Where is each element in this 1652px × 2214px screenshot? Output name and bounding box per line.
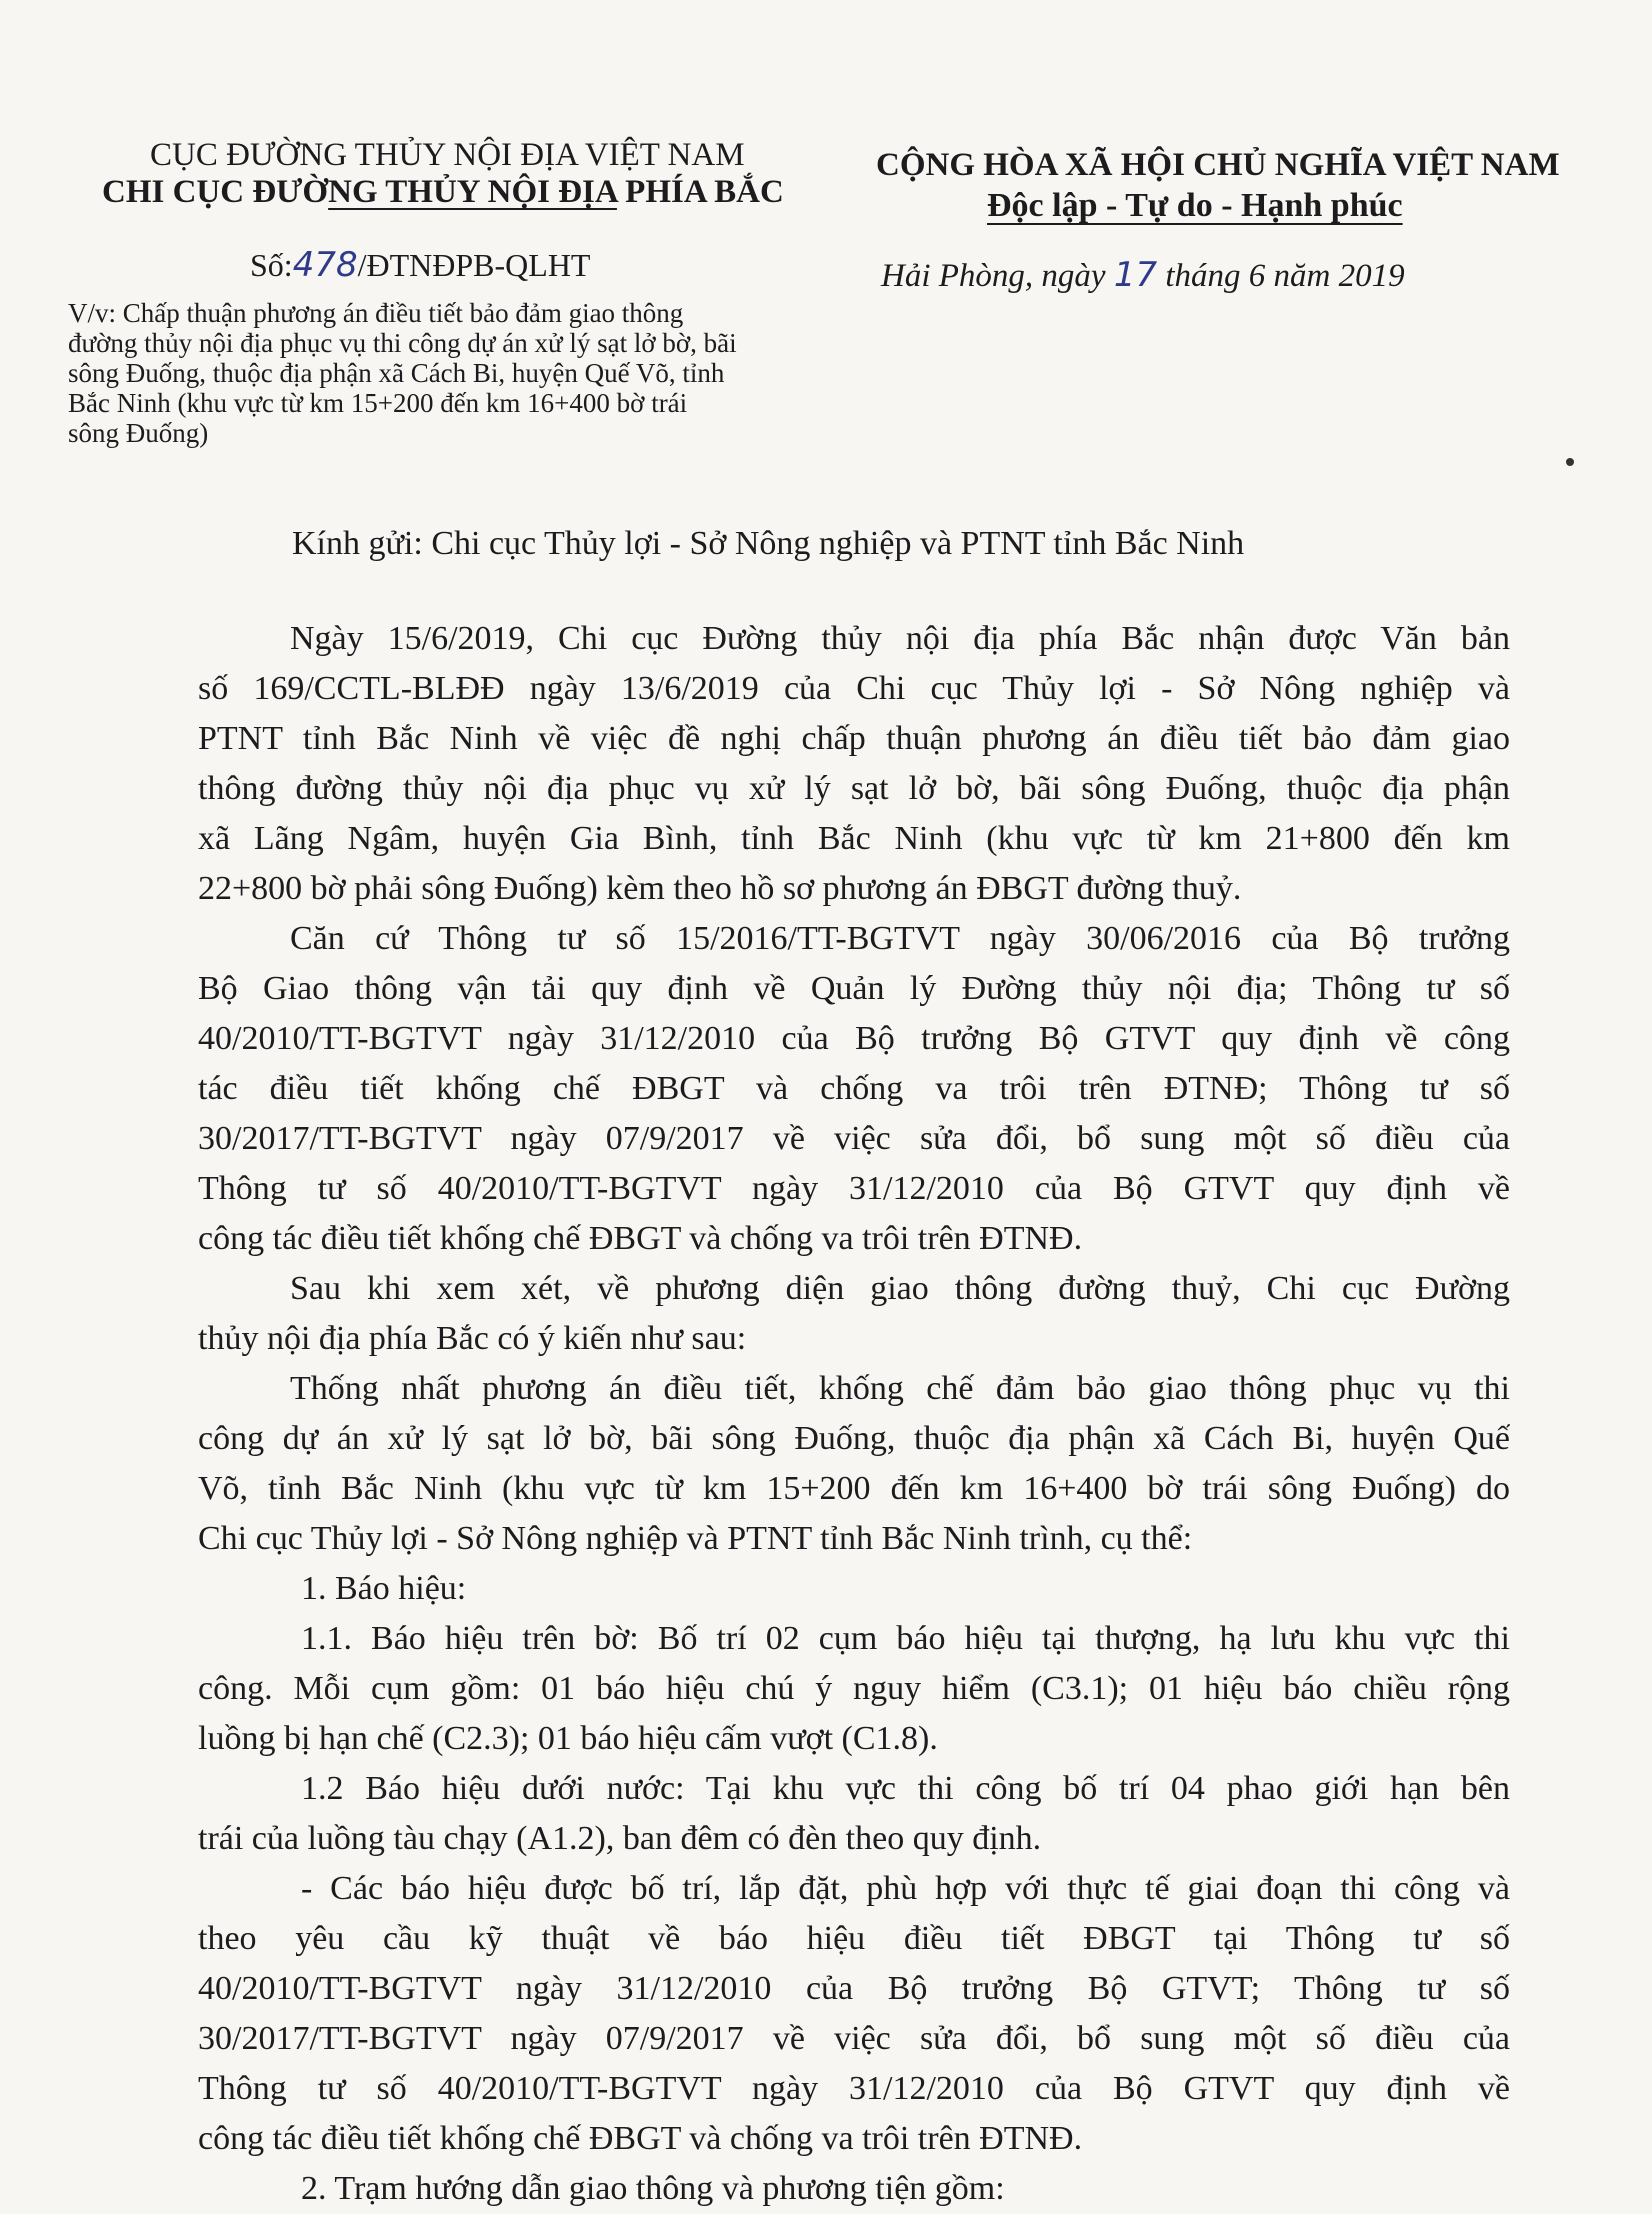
issuing-subagency — [102, 174, 784, 211]
letter-body — [198, 614, 1510, 2214]
body-line: 30/2017/TT-BGTVT ngày 07/9/2017 về việc sửa đổi, bổ sung một số điều của — [198, 1120, 1510, 1157]
subject-line: sông Đuống, thuộc địa phận xã Cách Bi, huyện Quế Võ, tỉnh — [68, 358, 725, 388]
body-line: công tác điều tiết khống chế ĐBGT và chống va trôi trên ĐTNĐ. — [198, 1220, 1083, 1257]
body-line: số 169/CCTL-BLĐĐ ngày 13/6/2019 của Chi cục Thủy lợi - Sở Nông nghiệp và — [198, 670, 1510, 707]
subagency-part: PHÍA BẮC — [616, 174, 784, 210]
body-line: theo yêu cầu kỹ thuật về báo hiệu điều tiết ĐBGT tại Thông tư số — [198, 1920, 1510, 1957]
body-line: 22+800 bờ phải sông Đuống) kèm theo hồ sơ phương án ĐBGT đường thuỷ. — [198, 870, 1242, 907]
body-line: Võ, tỉnh Bắc Ninh (khu vực từ km 15+200 đến km 16+400 bờ trái sông Đuống) do — [198, 1470, 1510, 1507]
subject-block — [68, 298, 843, 448]
body-line: - Các báo hiệu được bố trí, lắp đặt, phù hợp với thực tế giai đoạn thi công và — [301, 1870, 1510, 1907]
issuing-agency: CỤC ĐƯỜNG THỦY NỘI ĐỊA VIỆT NAM — [150, 137, 745, 173]
subject-line: Bắc Ninh (khu vực từ km 15+200 đến km 16+400 bờ trái — [68, 388, 688, 418]
body-line: Thông tư số 40/2010/TT-BGTVT ngày 31/12/2010 của Bộ GTVT quy định về — [198, 1170, 1510, 1207]
body-line: 40/2010/TT-BGTVT ngày 31/12/2010 của Bộ trưởng Bộ GTVT quy định về công — [198, 1020, 1510, 1057]
body-line: công dự án xử lý sạt lở bờ, bãi sông Đuống, thuộc địa phận xã Cách Bi, huyện Quế — [198, 1420, 1510, 1457]
subagency-underlined: NG THỦY NỘI ĐỊA — [328, 174, 617, 210]
scan-speck — [1566, 458, 1574, 466]
subject-line: V/v: Chấp thuận phương án điều tiết bảo đảm giao thông — [68, 298, 684, 328]
body-line: Thông tư số 40/2010/TT-BGTVT ngày 31/12/2010 của Bộ GTVT quy định về — [198, 2070, 1510, 2107]
body-line: Thống nhất phương án điều tiết, khống chế đảm bảo giao thông phục vụ thi — [290, 1370, 1510, 1407]
place-date-prefix: Hải Phòng, ngày — [881, 258, 1106, 294]
body-line: công tác điều tiết khống chế ĐBGT và chống va trôi trên ĐTNĐ. — [198, 2120, 1083, 2157]
subject-line: đường thủy nội địa phục vụ thi công dự án xử lý sạt lở bờ, bãi — [68, 328, 737, 358]
body-line: 1.1. Báo hiệu trên bờ: Bố trí 02 cụm báo hiệu tại thượng, hạ lưu khu vực thi — [301, 1620, 1510, 1657]
body-line: 2. Trạm hướng dẫn giao thông và phương tiện gồm: — [301, 2170, 1005, 2207]
body-line: PTNT tỉnh Bắc Ninh về việc đề nghị chấp thuận phương án điều tiết bảo đảm giao — [198, 720, 1510, 757]
body-line: Ngày 15/6/2019, Chi cục Đường thủy nội địa phía Bắc nhận được Văn bản — [290, 620, 1510, 657]
subagency-part: CHI CỤC ĐƯỜ — [102, 174, 329, 210]
body-line: Căn cứ Thông tư số 15/2016/TT-BGTVT ngày 30/06/2016 của Bộ trưởng — [290, 920, 1510, 957]
handwritten-number: 478 — [292, 245, 358, 285]
place-date — [881, 255, 1405, 295]
body-line: Bộ Giao thông vận tải quy định về Quản lý Đường thủy nội địa; Thông tư số — [198, 970, 1510, 1007]
recipient: Kính gửi: Chi cục Thủy lợi - Sở Nông nghiệp và PTNT tỉnh Bắc Ninh — [292, 525, 1245, 562]
handwritten-day: 17 — [1113, 255, 1158, 295]
body-line: luồng bị hạn chế (C2.3); 01 báo hiệu cấm vượt (C1.8). — [198, 1720, 938, 1757]
place-date-suffix: tháng 6 năm 2019 — [1165, 258, 1405, 294]
national-title: CỘNG HÒA XÃ HỘI CHỦ NGHĨA VIỆT NAM — [876, 147, 1560, 183]
body-line: công. Mỗi cụm gồm: 01 báo hiệu chú ý nguy hiểm (C3.1); 01 hiệu báo chiều rộng — [198, 1670, 1510, 1707]
body-line: 40/2010/TT-BGTVT ngày 31/12/2010 của Bộ trưởng Bộ GTVT; Thông tư số — [198, 1970, 1510, 2007]
body-line: thông đường thủy nội địa phục vụ xử lý sạt lở bờ, bãi sông Đuống, thuộc địa phận — [198, 770, 1510, 807]
body-line: Chi cục Thủy lợi - Sở Nông nghiệp và PTNT tỉnh Bắc Ninh trình, cụ thể: — [198, 1520, 1193, 1557]
body-line: Sau khi xem xét, về phương diện giao thông đường thuỷ, Chi cục Đường — [290, 1270, 1510, 1307]
body-line: xã Lãng Ngâm, huyện Gia Bình, tỉnh Bắc Ninh (khu vực từ km 21+800 đến km — [198, 820, 1510, 857]
doc-number-prefix: Số: — [250, 247, 293, 283]
body-line: tác điều tiết khống chế ĐBGT và chống va trôi trên ĐTNĐ; Thông tư số — [198, 1070, 1510, 1107]
body-line: trái của luồng tàu chạy (A1.2), ban đêm có đèn theo quy định. — [198, 1820, 1042, 1857]
document-number — [250, 245, 590, 285]
body-line: 30/2017/TT-BGTVT ngày 07/9/2017 về việc sửa đổi, bổ sung một số điều của — [198, 2020, 1510, 2057]
body-line: 1.2 Báo hiệu dưới nước: Tại khu vực thi công bố trí 04 phao giới hạn bên — [301, 1770, 1510, 1807]
body-line: thủy nội địa phía Bắc có ý kiến như sau: — [198, 1320, 747, 1357]
subject-line: sông Đuống) — [68, 418, 209, 448]
national-motto: Độc lập - Tự do - Hạnh phúc — [987, 187, 1403, 224]
doc-number-suffix: /ĐTNĐPB-QLHT — [357, 247, 591, 283]
body-line: 1. Báo hiệu: — [301, 1570, 467, 1607]
